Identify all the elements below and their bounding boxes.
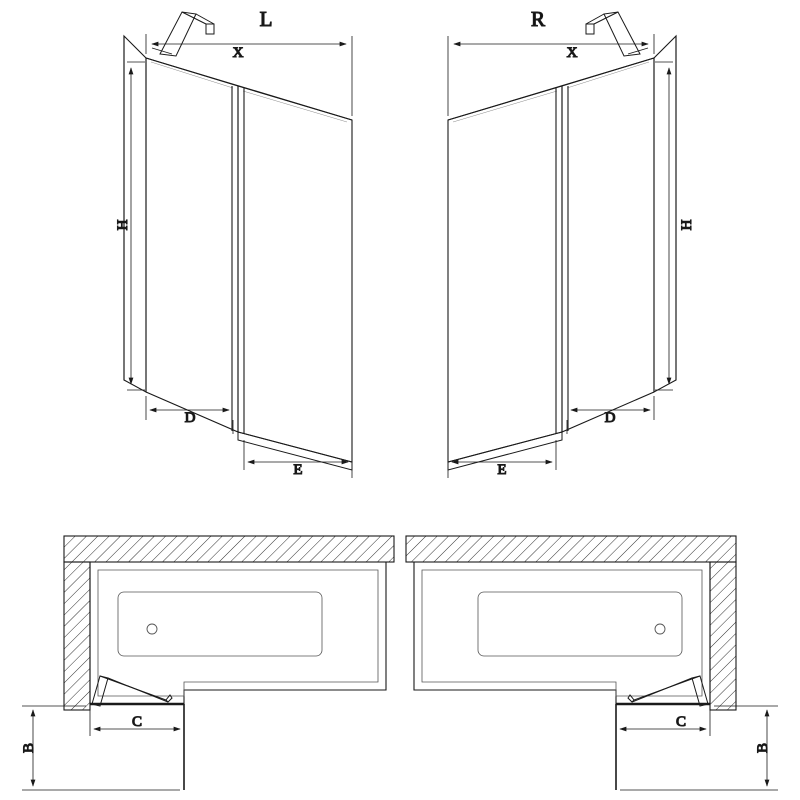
plan-right-view: [406, 536, 778, 790]
stabilizer-bar-right: [448, 12, 654, 120]
label-b-left: B: [21, 742, 37, 754]
label-x-right: X: [566, 45, 578, 61]
elevation-right-view: [448, 7, 695, 478]
label-e-left: E: [293, 462, 303, 478]
label-h-left: H: [115, 219, 131, 231]
plan-left-view: [21, 536, 394, 790]
label-d-right: D: [604, 410, 616, 426]
door-panel-left: [232, 86, 352, 470]
view-label-right: R: [530, 7, 546, 31]
bathtub-right: [414, 562, 710, 704]
label-d-left: D: [184, 410, 196, 426]
dimension-c-right: [616, 706, 710, 736]
elevation-left-view: [115, 7, 352, 478]
dimension-x-left: [146, 34, 352, 116]
door-panel-right: [448, 86, 568, 470]
fixed-panel-right: [562, 58, 654, 432]
label-e-right: E: [497, 462, 507, 478]
stabilizer-bar-left: [146, 12, 352, 120]
dimension-h-right: [655, 62, 673, 390]
panel-plan-left: [90, 676, 184, 790]
fixed-panel-left: [146, 58, 238, 432]
dimension-x-right: [448, 34, 654, 116]
label-h-right: H: [679, 219, 695, 231]
label-b-right: B: [755, 742, 771, 754]
label-c-left: C: [131, 714, 143, 730]
panel-plan-right: [616, 676, 710, 790]
right-wall-elevation: [654, 36, 676, 392]
label-x-left: X: [232, 45, 244, 61]
label-c-right: C: [675, 714, 687, 730]
bathtub-left: [90, 562, 386, 704]
left-wall-elevation: [124, 36, 146, 392]
dimension-b-left: [22, 706, 180, 790]
view-label-left: L: [259, 7, 273, 31]
